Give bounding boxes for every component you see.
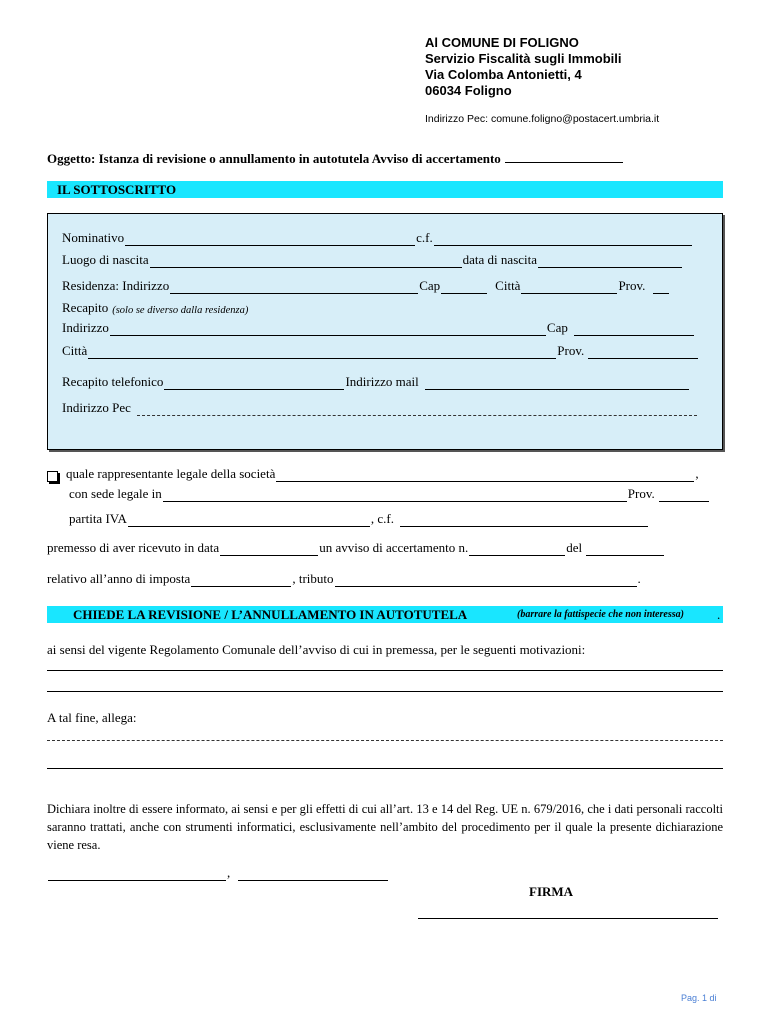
- label-mail: Indirizzo mail: [345, 374, 419, 389]
- label-residenza: Residenza: Indirizzo: [62, 278, 170, 293]
- data-nascita-field[interactable]: [538, 255, 682, 268]
- label-del: del: [566, 540, 583, 555]
- representative-checkbox[interactable]: [47, 471, 58, 482]
- luogo-nascita-field[interactable]: [150, 255, 462, 268]
- recapito-prov-field[interactable]: [588, 346, 698, 359]
- comma: ,: [227, 865, 231, 880]
- anno-imposta-field[interactable]: [191, 574, 291, 587]
- label-recapito: Recapito: [62, 300, 109, 315]
- label-sede: con sede legale in: [69, 486, 162, 501]
- recapito-cap-field[interactable]: [574, 323, 694, 336]
- motivazioni-line[interactable]: [47, 691, 723, 692]
- data-field[interactable]: [238, 868, 388, 881]
- motivazioni-text: ai sensi del vigente Regolamento Comunale dell’avviso di cui in premessa, per le seguenti motivazioni:: [47, 642, 586, 657]
- mail-field[interactable]: [425, 377, 689, 390]
- motivazioni-line[interactable]: [47, 670, 723, 671]
- label-cap: Cap: [546, 320, 568, 335]
- allegati-line[interactable]: [47, 740, 723, 741]
- allega-text: A tal fine, allega:: [47, 710, 137, 725]
- period: .: [637, 571, 641, 586]
- residenza-field[interactable]: [170, 281, 418, 294]
- allegati-line[interactable]: [47, 768, 723, 769]
- data-ricevimento-field[interactable]: [220, 543, 318, 556]
- label-citta: Città: [62, 343, 88, 358]
- subject-text: Oggetto: Istanza di revisione o annullamento in autotutela Avviso di accertamento: [47, 151, 501, 166]
- section-header-chiede: [47, 606, 723, 623]
- section-header-sottoscritto: [47, 181, 723, 198]
- prov-field[interactable]: [653, 281, 669, 294]
- period: .: [717, 607, 721, 622]
- label-nominativo: Nominativo: [62, 230, 125, 245]
- cap-field[interactable]: [441, 281, 487, 294]
- label-prov: Prov.: [627, 486, 655, 501]
- label-rappresentante: quale rappresentante legale della società: [66, 466, 276, 481]
- label-indirizzo: Indirizzo: [62, 320, 109, 335]
- label-data-nascita: data di nascita: [462, 252, 538, 267]
- comma: ,: [695, 466, 699, 481]
- rep-cf-field[interactable]: [400, 514, 648, 527]
- societa-field[interactable]: [276, 469, 694, 482]
- label-prov: Prov.: [618, 278, 646, 293]
- label-piva: partita IVA: [69, 511, 127, 526]
- label-citta: Città: [495, 278, 521, 293]
- citta-field[interactable]: [521, 281, 617, 294]
- label-avviso-n: un avviso di accertamento n.: [319, 540, 469, 555]
- section-title: IL SOTTOSCRITTO: [57, 182, 177, 197]
- label-prov: Prov.: [557, 343, 585, 358]
- label-luogo-nascita: Luogo di nascita: [62, 252, 149, 267]
- recapito-indirizzo-field[interactable]: [110, 323, 546, 336]
- addressee-line: 06034 Foligno: [425, 83, 512, 98]
- sede-prov-field[interactable]: [659, 489, 709, 502]
- label-cf: , c.f.: [370, 511, 394, 526]
- label-cap: Cap: [419, 278, 441, 293]
- cf-field[interactable]: [434, 233, 692, 246]
- section-title: CHIEDE LA REVISIONE / L’ANNULLAMENTO IN AUTOTUTELA: [73, 607, 468, 622]
- pec-address: Indirizzo Pec: comune.foligno@postacert.umbria.it: [425, 113, 660, 125]
- avviso-number-field[interactable]: [505, 150, 623, 163]
- avviso-data-field[interactable]: [586, 543, 664, 556]
- sede-field[interactable]: [163, 489, 627, 502]
- section-note: (barrare la fattispecie che non interessa): [517, 609, 684, 620]
- tributo-field[interactable]: [335, 574, 637, 587]
- label-premesso: premesso di aver ricevuto in data: [47, 540, 220, 555]
- firma-label: FIRMA: [529, 884, 574, 899]
- label-tributo: , tributo: [292, 571, 334, 586]
- recapito-citta-field[interactable]: [88, 346, 556, 359]
- pec-field[interactable]: [137, 405, 697, 416]
- subject-line: [47, 150, 624, 167]
- label-cf: c.f.: [416, 230, 433, 245]
- addressee-line: Via Colomba Antonietti, 4: [425, 67, 582, 82]
- telefono-field[interactable]: [164, 377, 344, 390]
- label-telefono: Recapito telefonico: [62, 374, 164, 389]
- avviso-n-field[interactable]: [469, 543, 565, 556]
- label-pec: Indirizzo Pec: [62, 400, 131, 415]
- personal-data-box: [47, 213, 723, 450]
- luogo-field[interactable]: [48, 868, 226, 881]
- signature-line[interactable]: [418, 918, 718, 919]
- nominativo-field[interactable]: [125, 233, 415, 246]
- privacy-statement: Dichiara inoltre di essere informato, ai sensi e per gli effetti di cui all’art. 13 e 14 del Reg. UE n. 679/2016, che i dati personali raccolti saranno trattati, anche con strumenti informatici, esclusivamente nell’ambito del procedimento per il quale la presente dichiarazione viene resa.: [47, 802, 723, 852]
- addressee-block: [425, 35, 622, 99]
- piva-field[interactable]: [128, 514, 370, 527]
- page-number: Pag. 1 di: [681, 993, 717, 1003]
- addressee-line: Servizio Fiscalità sugli Immobili: [425, 51, 622, 66]
- recapito-note: (solo se diverso dalla residenza): [112, 305, 249, 316]
- label-anno-imposta: relativo all’anno di imposta: [47, 571, 191, 586]
- addressee-line: Al COMUNE DI FOLIGNO: [425, 35, 579, 50]
